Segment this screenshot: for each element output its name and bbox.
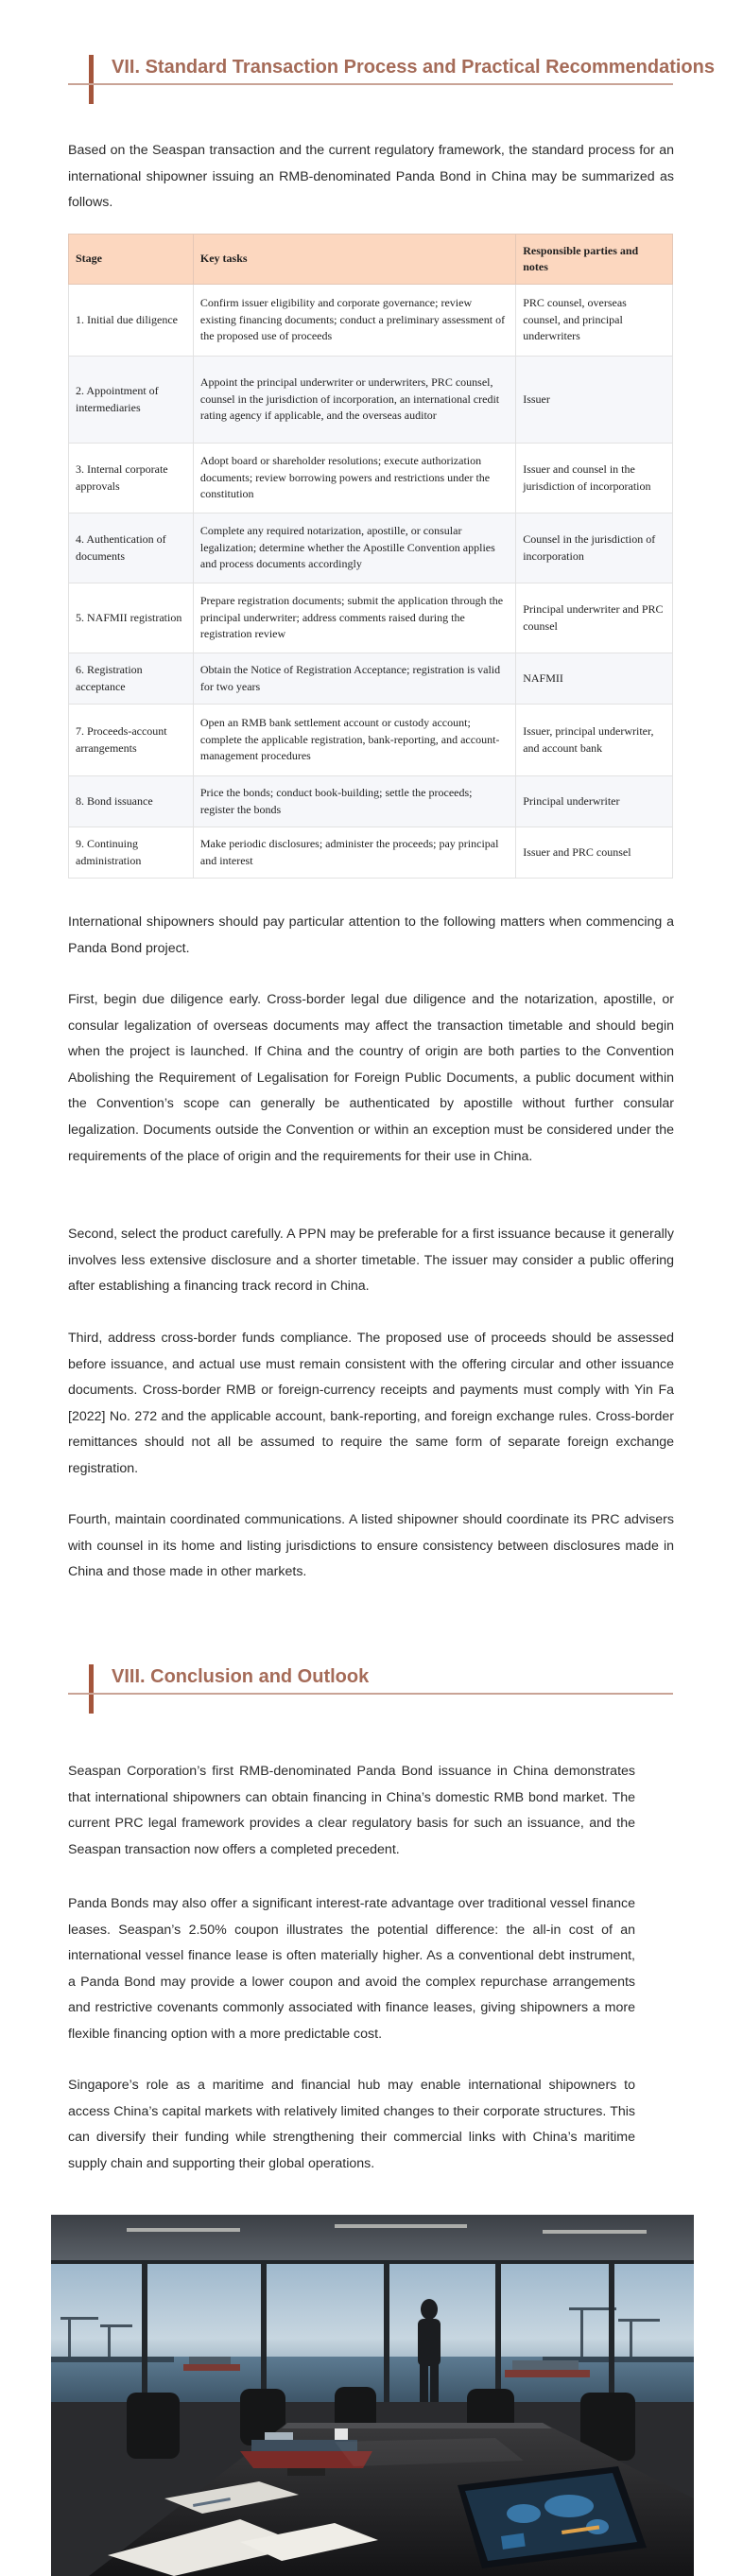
table-row (69, 827, 673, 879)
table-cell: NAFMII (516, 653, 673, 705)
table-cell: Principal underwriter (516, 776, 673, 827)
conclusion-paragraph-3: Singapore’s role as a maritime and financial hub may enable international shipowners to access China’s capital markets with relatively limited changes to their corporate structures. This can diversify their funding while strengthening their commercial links with China’s maritime supply chain and supporting their global operations. (68, 2078, 635, 2171)
section-7-heading (68, 55, 715, 106)
heading-accent-bar (89, 55, 94, 104)
conclusion-paragraph-1: Seaspan Corporation’s first RMB-denominated Panda Bond issuance in China demonstrates that international shipowners can obtain financing in China’s domestic RMB bond market. The current PRC legal framework provides a clear regulatory basis for such an issuance, and the Seaspan transaction now offers a completed precedent. (68, 1764, 635, 1857)
table-header-cell: Stage (69, 235, 194, 285)
heading-rule (68, 1693, 673, 1695)
table-cell: Adopt board or shareholder resolutions; execute authorization documents; review borrowing powers and restrictions under the constitution (193, 444, 515, 513)
table-row (69, 583, 673, 653)
table-cell: 6. Registration acceptance (69, 653, 194, 705)
table-row (69, 285, 673, 357)
section-7-title: VII. Standard Transaction Process and Practical Recommendations (112, 57, 715, 78)
table-cell: 2. Appointment of intermediaries (69, 357, 194, 444)
table-row (69, 357, 673, 444)
table-cell: Issuer, principal underwriter, and account bank (516, 705, 673, 776)
table-cell: Price the bonds; conduct book-building; settle the proceeds; register the bonds (193, 776, 515, 827)
table-cell: Counsel in the jurisdiction of incorporation (516, 513, 673, 583)
table-cell: Prepare registration documents; submit the application through the principal underwriter; address comments raised during the registration review (193, 583, 515, 653)
heading-rule (68, 83, 673, 85)
first-recommendation: First, begin due diligence early. Cross-border legal due diligence and the notarization, apostille, or consular legalization of overseas documents may affect the transaction timetable and should begin when the project is launched. If China and the country of origin are both parties to the Convention Abolishing the Requirement of Legalisation for Foreign Public Documents, a public document within the Convention’s scope can generally be authenticated by apostille without further consular legalization. Documents outside the Convention or within an exception must be considered under the requirements of the place of origin and the requirements for their use in China. (68, 992, 674, 1164)
process-table (68, 234, 673, 879)
table-row (69, 444, 673, 513)
table-row (69, 653, 673, 705)
table-header-cell: Key tasks (193, 235, 515, 285)
table-cell: 9. Continuing administration (69, 827, 194, 879)
table-cell: Obtain the Notice of Registration Acceptance; registration is valid for two years (193, 653, 515, 705)
table-header-cell: Responsible parties and notes (516, 235, 673, 285)
table-cell: Confirm issuer eligibility and corporate governance; review existing financing documents; conduct a preliminary assessment of the proposed use of proceeds (193, 285, 515, 357)
table-cell: 3. Internal corporate approvals (69, 444, 194, 513)
second-recommendation: Second, select the product carefully. A PPN may be preferable for a first issuance because it generally involves less extensive disclosure and a shorter timetable. The issuer may consider a public offering after establishing a financing track record in China. (68, 1227, 674, 1295)
boardroom-harbor-photo (51, 2215, 694, 2576)
table-row (69, 513, 673, 583)
table-cell: 7. Proceeds-account arrangements (69, 705, 194, 776)
table-cell: Appoint the principal underwriter or underwriters, PRC counsel, counsel in the jurisdiction of incorporation, an international credit rating agency if applicable, and the overseas auditor (193, 357, 515, 444)
section-8-title: VIII. Conclusion and Outlook (112, 1666, 370, 1687)
table-cell: 1. Initial due diligence (69, 285, 194, 357)
table-cell: Open an RMB bank settlement account or custody account; complete the applicable registration, bank-reporting, and account-management procedures (193, 705, 515, 776)
table-row (69, 705, 673, 776)
table-header-row (69, 235, 673, 285)
table-cell: Principal underwriter and PRC counsel (516, 583, 673, 653)
heading-accent-bar (89, 1664, 94, 1714)
conclusion-paragraph-2: Panda Bonds may also offer a significant interest-rate advantage over traditional vessel finance leases. Seaspan’s 2.50% coupon illustrates the potential difference: the all-in cost of an international vessel finance lease is often materially higher. As a conventional debt instrument, a Panda Bond may provide a lower coupon and avoid the complex repurchase arrangements and restrictive covenants commonly associated with finance leases, giving shipowners a more flexible financing option with a more predictable cost. (68, 1896, 635, 2042)
table-cell: PRC counsel, overseas counsel, and principal underwriters (516, 285, 673, 357)
table-cell: 4. Authentication of documents (69, 513, 194, 583)
attention-paragraph: International shipowners should pay particular attention to the following matters when commencing a Panda Bond project. (68, 914, 674, 956)
table-cell: Complete any required notarization, apostille, or consular legalization; determine whether the Apostille Convention applies and process documents accordingly (193, 513, 515, 583)
section-7-intro: Based on the Seaspan transaction and the current regulatory framework, the standard process for an international shipowner issuing an RMB-denominated Panda Bond in China may be summarized as follows. (68, 143, 674, 211)
table-cell: Issuer and PRC counsel (516, 827, 673, 879)
table-cell: Make periodic disclosures; administer the proceeds; pay principal and interest (193, 827, 515, 879)
table-cell: 5. NAFMII registration (69, 583, 194, 653)
table-cell: Issuer and counsel in the jurisdiction of incorporation (516, 444, 673, 513)
table-cell: Issuer (516, 357, 673, 444)
fourth-recommendation: Fourth, maintain coordinated communications. A listed shipowner should coordinate its PRC advisers with counsel in its home and listing jurisdictions to ensure consistency between disclosures made in China and those made in other markets. (68, 1512, 674, 1580)
section-8-heading (68, 1664, 673, 1715)
table-row (69, 776, 673, 827)
table-cell: 8. Bond issuance (69, 776, 194, 827)
third-recommendation: Third, address cross-border funds compliance. The proposed use of proceeds should be assessed before issuance, and actual use must remain consistent with the offering circular and other issuance documents. Cross-border RMB or foreign-currency receipts and payments must comply with Yin Fa [2022] No. 272 and the applicable account, bank-reporting, and foreign exchange rules. Cross-border remittances should not all be assumed to require the same form of separate foreign exchange registration. (68, 1331, 674, 1476)
